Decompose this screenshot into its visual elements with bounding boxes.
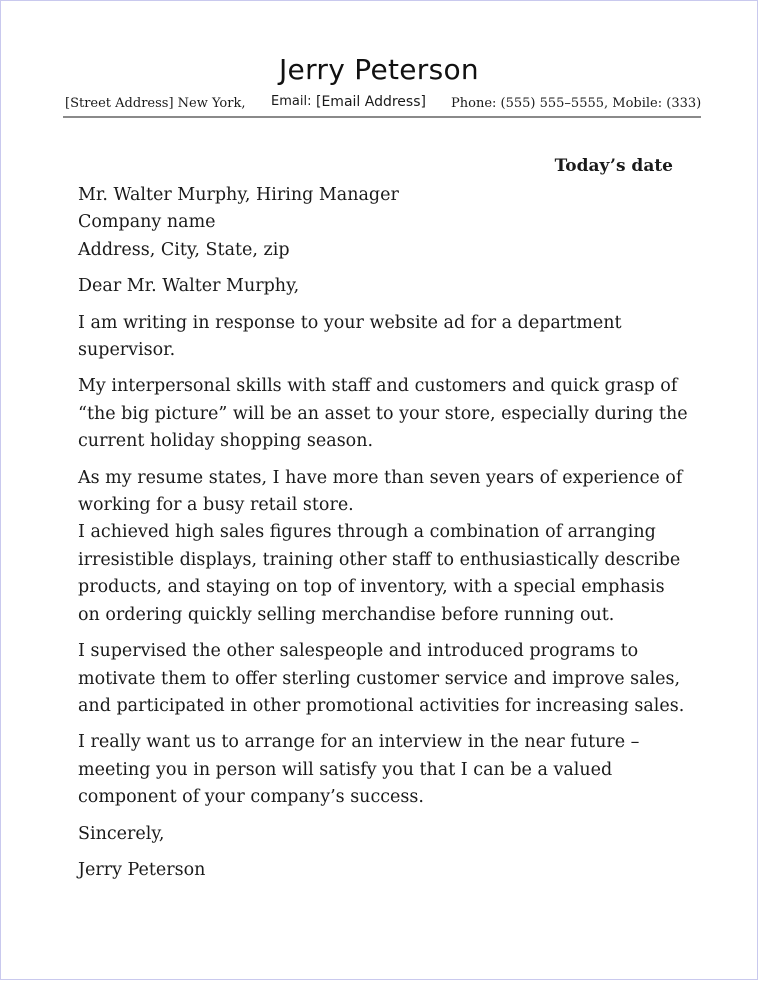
- closing: Sincerely,: [78, 823, 165, 844]
- recipient-company: Company name: [78, 212, 216, 233]
- paragraph-4: I achieved high sales figures through a combination of arranging irresistible displays, training other staff to enthusiastically describe products, and staying on top of inventory, with a special emphasis on ordering quickly selling merchandise before running out.: [78, 522, 681, 625]
- recipient-name: Mr. Walter Murphy, Hiring Manager: [78, 185, 399, 205]
- email-value: [Email Address]: [316, 94, 426, 110]
- letter-body: [78, 182, 688, 884]
- paragraph-5: I supervised the other salespeople and introduced programs to motivate them to offer sterling customer service and improve sales, and participated in other promotional activities for increasing sales.: [78, 641, 685, 716]
- email-label: Email:: [271, 94, 312, 109]
- sender-name: Jerry Peterson: [279, 53, 479, 86]
- paragraph-1: I am writing in response to your website ad for a department supervisor.: [78, 312, 622, 361]
- letter-date: Today’s date: [554, 156, 673, 176]
- contact-line: [63, 94, 701, 118]
- paragraph-6: I really want us to arrange for an interview in the near future – meeting you in person will satisfy you that I can be a valued component of your company’s success.: [78, 732, 640, 808]
- salutation: Dear Mr. Walter Murphy,: [78, 276, 300, 297]
- phone-numbers: Phone: (555) 555–5555, Mobile: (333): [451, 96, 702, 111]
- recipient-address: Address, City, State, zip: [78, 239, 290, 260]
- recipient-block: [78, 182, 688, 264]
- paragraph-3: As my resume states, I have more than seven years of experience of working for a busy retail store.: [78, 467, 683, 516]
- paragraph-2: My interpersonal skills with staff and customers and quick grasp of “the big picture” will be an asset to your store, especially during the current holiday shopping season.: [78, 376, 688, 452]
- sender-address: [Street Address] New York,: [65, 96, 246, 111]
- signature-name: Jerry Peterson: [78, 859, 206, 880]
